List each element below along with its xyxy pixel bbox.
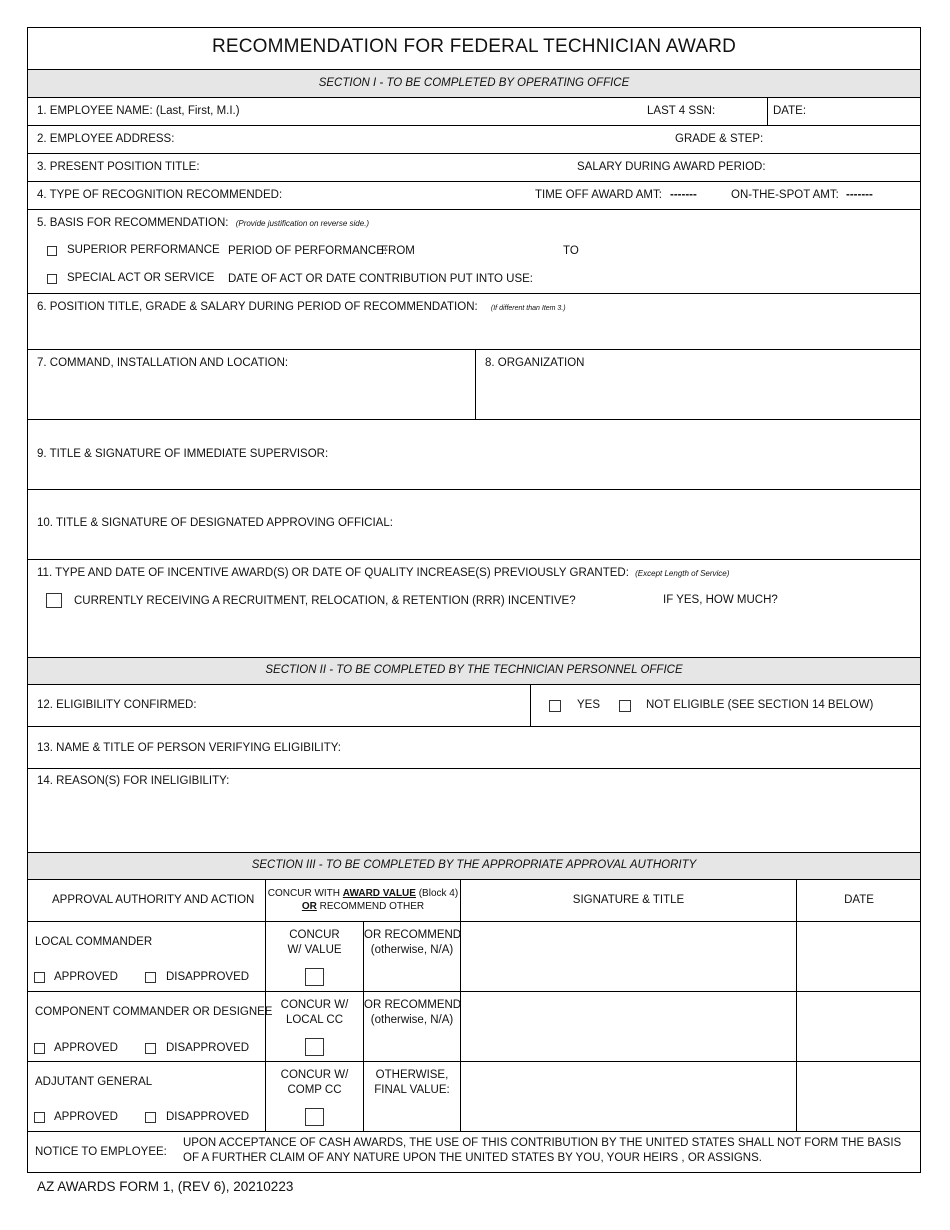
- divider: [27, 852, 921, 853]
- component-concur-line2: LOCAL CC: [285, 1014, 344, 1026]
- time-off-label: TIME OFF AWARD AMT:: [535, 189, 662, 201]
- position-title-label: 3. PRESENT POSITION TITLE:: [37, 161, 200, 173]
- divider: [27, 69, 921, 70]
- on-the-spot-value[interactable]: -------: [846, 189, 873, 201]
- date-of-act-label: DATE OF ACT OR DATE CONTRIBUTION PUT INTO USE:: [228, 273, 533, 285]
- local-concur-line1: CONCUR: [289, 929, 340, 941]
- divider: [796, 879, 797, 1131]
- concur-header-block: (Block 4): [415, 888, 459, 899]
- divider: [27, 1131, 921, 1132]
- special-act-checkbox[interactable]: [47, 274, 57, 284]
- divider: [767, 97, 768, 125]
- section-1-heading: SECTION I - TO BE COMPLETED BY OPERATING OFFICE: [318, 77, 630, 89]
- divider: [27, 768, 921, 769]
- local-recommend-line1: OR RECOMMEND: [364, 929, 462, 941]
- divider: [27, 921, 921, 922]
- approval-authority-header: APPROVAL AUTHORITY AND ACTION: [52, 894, 255, 906]
- salary-label: SALARY DURING AWARD PERIOD:: [577, 161, 766, 173]
- previous-awards-note: (Except Length of Service): [635, 569, 730, 578]
- notice-text: UPON ACCEPTANCE OF CASH AWARDS, THE USE OF THIS CONTRIBUTION BY THE UNITED STATES SHALL NOT FORM THE BASIS OF A FURTHER CLAIM OF ANY NATURE UPON THE UNITED STATES BY YOU, YOUR HEIRS , OR ASSIGNS.: [183, 1137, 902, 1164]
- time-off-value[interactable]: -------: [670, 189, 697, 201]
- rrr-checkbox[interactable]: [46, 593, 62, 608]
- verifier-label: 13. NAME & TITLE OF PERSON VERIFYING ELIGIBILITY:: [37, 742, 341, 754]
- eligible-yes-checkbox[interactable]: [549, 700, 561, 712]
- adjutant-disapproved-checkbox[interactable]: [145, 1112, 156, 1123]
- component-approved-label: APPROVED: [54, 1042, 118, 1054]
- concur-header-pre: CONCUR WITH: [267, 888, 343, 899]
- local-approved-checkbox[interactable]: [34, 972, 45, 983]
- divider: [475, 349, 476, 419]
- date-label: DATE:: [773, 105, 807, 117]
- position-during-period-text: 6. POSITION TITLE, GRADE & SALARY DURING PERIOD OF RECOMMENDATION:: [37, 301, 478, 313]
- concur-header-line2: [266, 900, 460, 913]
- superior-performance-checkbox[interactable]: [47, 246, 57, 256]
- grade-step-label: GRADE & STEP:: [675, 133, 764, 145]
- concur-header: [266, 887, 460, 913]
- eligible-yes-label: YES: [577, 699, 601, 711]
- component-concur-checkbox[interactable]: [305, 1038, 324, 1056]
- approving-official-label: 10. TITLE & SIGNATURE OF DESIGNATED APPROVING OFFICIAL:: [37, 517, 393, 529]
- basis-label-text: 5. BASIS FOR RECOMMENDATION:: [37, 217, 229, 229]
- divider: [530, 684, 531, 726]
- supervisor-signature-label: 9. TITLE & SIGNATURE OF IMMEDIATE SUPERVISOR:: [37, 448, 329, 460]
- divider: [27, 879, 921, 880]
- rrr-label: CURRENTLY RECEIVING A RECRUITMENT, RELOCATION, & RETENTION (RRR) INCENTIVE?: [74, 595, 576, 607]
- component-disapproved-label: DISAPPROVED: [166, 1042, 250, 1054]
- or-emphasis: OR: [301, 901, 317, 912]
- special-act-label: SPECIAL ACT OR SERVICE: [67, 272, 215, 284]
- divider: [27, 293, 921, 294]
- superior-performance-label: SUPERIOR PERFORMANCE: [67, 244, 220, 256]
- component-approved-checkbox[interactable]: [34, 1043, 45, 1054]
- award-value-emphasis: AWARD VALUE: [342, 888, 416, 899]
- date-header: DATE: [844, 894, 874, 906]
- adjutant-concur-line2: COMP CC: [287, 1084, 342, 1096]
- to-label: TO: [563, 245, 579, 257]
- employee-name-label: 1. EMPLOYEE NAME: (Last, First, M.I.): [37, 105, 240, 117]
- concur-header-line1: [266, 887, 460, 900]
- employee-address-label: 2. EMPLOYEE ADDRESS:: [37, 133, 175, 145]
- component-recommend-line1: OR RECOMMEND: [364, 999, 462, 1011]
- divider: [27, 209, 921, 210]
- local-commander-label: LOCAL COMMANDER: [35, 936, 153, 948]
- signature-title-header: SIGNATURE & TITLE: [572, 894, 685, 906]
- divider: [27, 97, 921, 98]
- position-during-period-label: [37, 300, 566, 316]
- adjutant-concur-line1: CONCUR W/: [280, 1069, 349, 1081]
- local-concur-line2: W/ VALUE: [287, 944, 342, 956]
- recognition-type-label: 4. TYPE OF RECOGNITION RECOMMENDED:: [37, 189, 283, 201]
- adjutant-final-line2: FINAL VALUE:: [374, 1084, 450, 1096]
- basis-note: (Provide justification on reverse side.): [235, 219, 370, 228]
- notice-label: NOTICE TO EMPLOYEE:: [35, 1146, 167, 1158]
- adjutant-disapproved-label: DISAPPROVED: [166, 1111, 250, 1123]
- component-concur-line1: CONCUR W/: [280, 999, 349, 1011]
- not-eligible-checkbox[interactable]: [619, 700, 631, 712]
- divider: [27, 125, 921, 126]
- local-disapproved-checkbox[interactable]: [145, 972, 156, 983]
- section-2-heading: SECTION II - TO BE COMPLETED BY THE TECHNICIAN PERSONNEL OFFICE: [265, 664, 683, 676]
- adjutant-concur-checkbox[interactable]: [305, 1108, 324, 1126]
- concur-header-post: RECOMMEND OTHER: [316, 901, 425, 912]
- local-concur-checkbox[interactable]: [305, 968, 324, 986]
- divider: [27, 991, 921, 992]
- divider: [27, 181, 921, 182]
- previous-awards-label: [37, 566, 729, 581]
- divider: [27, 1061, 921, 1062]
- previous-awards-text: 11. TYPE AND DATE OF INCENTIVE AWARD(S) OR DATE OF QUALITY INCREASE(S) PREVIOUSLY GRANTED:: [37, 567, 629, 579]
- divider: [27, 684, 921, 685]
- last-4-ssn-label: LAST 4 SSN:: [647, 105, 716, 117]
- basis-label: [37, 216, 369, 231]
- divider: [27, 726, 921, 727]
- on-the-spot-label: ON-THE-SPOT AMT:: [731, 189, 839, 201]
- divider: [27, 489, 921, 490]
- adjutant-approved-label: APPROVED: [54, 1111, 118, 1123]
- section-3-heading: SECTION III - TO BE COMPLETED BY THE APPROPRIATE APPROVAL AUTHORITY: [251, 859, 697, 871]
- ineligibility-reasons-label: 14. REASON(S) FOR INELIGIBILITY:: [37, 775, 230, 787]
- how-much-label: IF YES, HOW MUCH?: [663, 594, 778, 606]
- adjutant-approved-checkbox[interactable]: [34, 1112, 45, 1123]
- divider: [27, 349, 921, 350]
- divider: [27, 559, 921, 560]
- local-recommend-line2: (otherwise, N/A): [370, 944, 454, 956]
- component-disapproved-checkbox[interactable]: [145, 1043, 156, 1054]
- component-commander-label: COMPONENT COMMANDER OR DESIGNEE: [35, 1006, 273, 1018]
- local-approved-label: APPROVED: [54, 971, 118, 983]
- component-recommend-line2: (otherwise, N/A): [370, 1014, 454, 1026]
- divider: [27, 657, 921, 658]
- organization-label: 8. ORGANIZATION: [485, 357, 585, 369]
- adjutant-general-label: ADJUTANT GENERAL: [35, 1076, 153, 1088]
- adjutant-final-line1: OTHERWISE,: [375, 1069, 449, 1081]
- from-label: FROM: [381, 245, 415, 257]
- position-note: (If different than Item 3.): [490, 305, 566, 312]
- local-disapproved-label: DISAPPROVED: [166, 971, 250, 983]
- form-title: RECOMMENDATION FOR FEDERAL TECHNICIAN AWARD: [211, 36, 737, 57]
- command-label: 7. COMMAND, INSTALLATION AND LOCATION:: [37, 357, 289, 369]
- divider: [27, 419, 921, 420]
- form-footer: AZ AWARDS FORM 1, (REV 6), 20210223: [37, 1179, 294, 1194]
- period-label: PERIOD OF PERFORMANCE:: [228, 245, 388, 257]
- not-eligible-label: NOT ELIGIBLE (SEE SECTION 14 BELOW): [646, 699, 874, 711]
- eligibility-label: 12. ELIGIBILITY CONFIRMED:: [37, 699, 197, 711]
- divider: [27, 153, 921, 154]
